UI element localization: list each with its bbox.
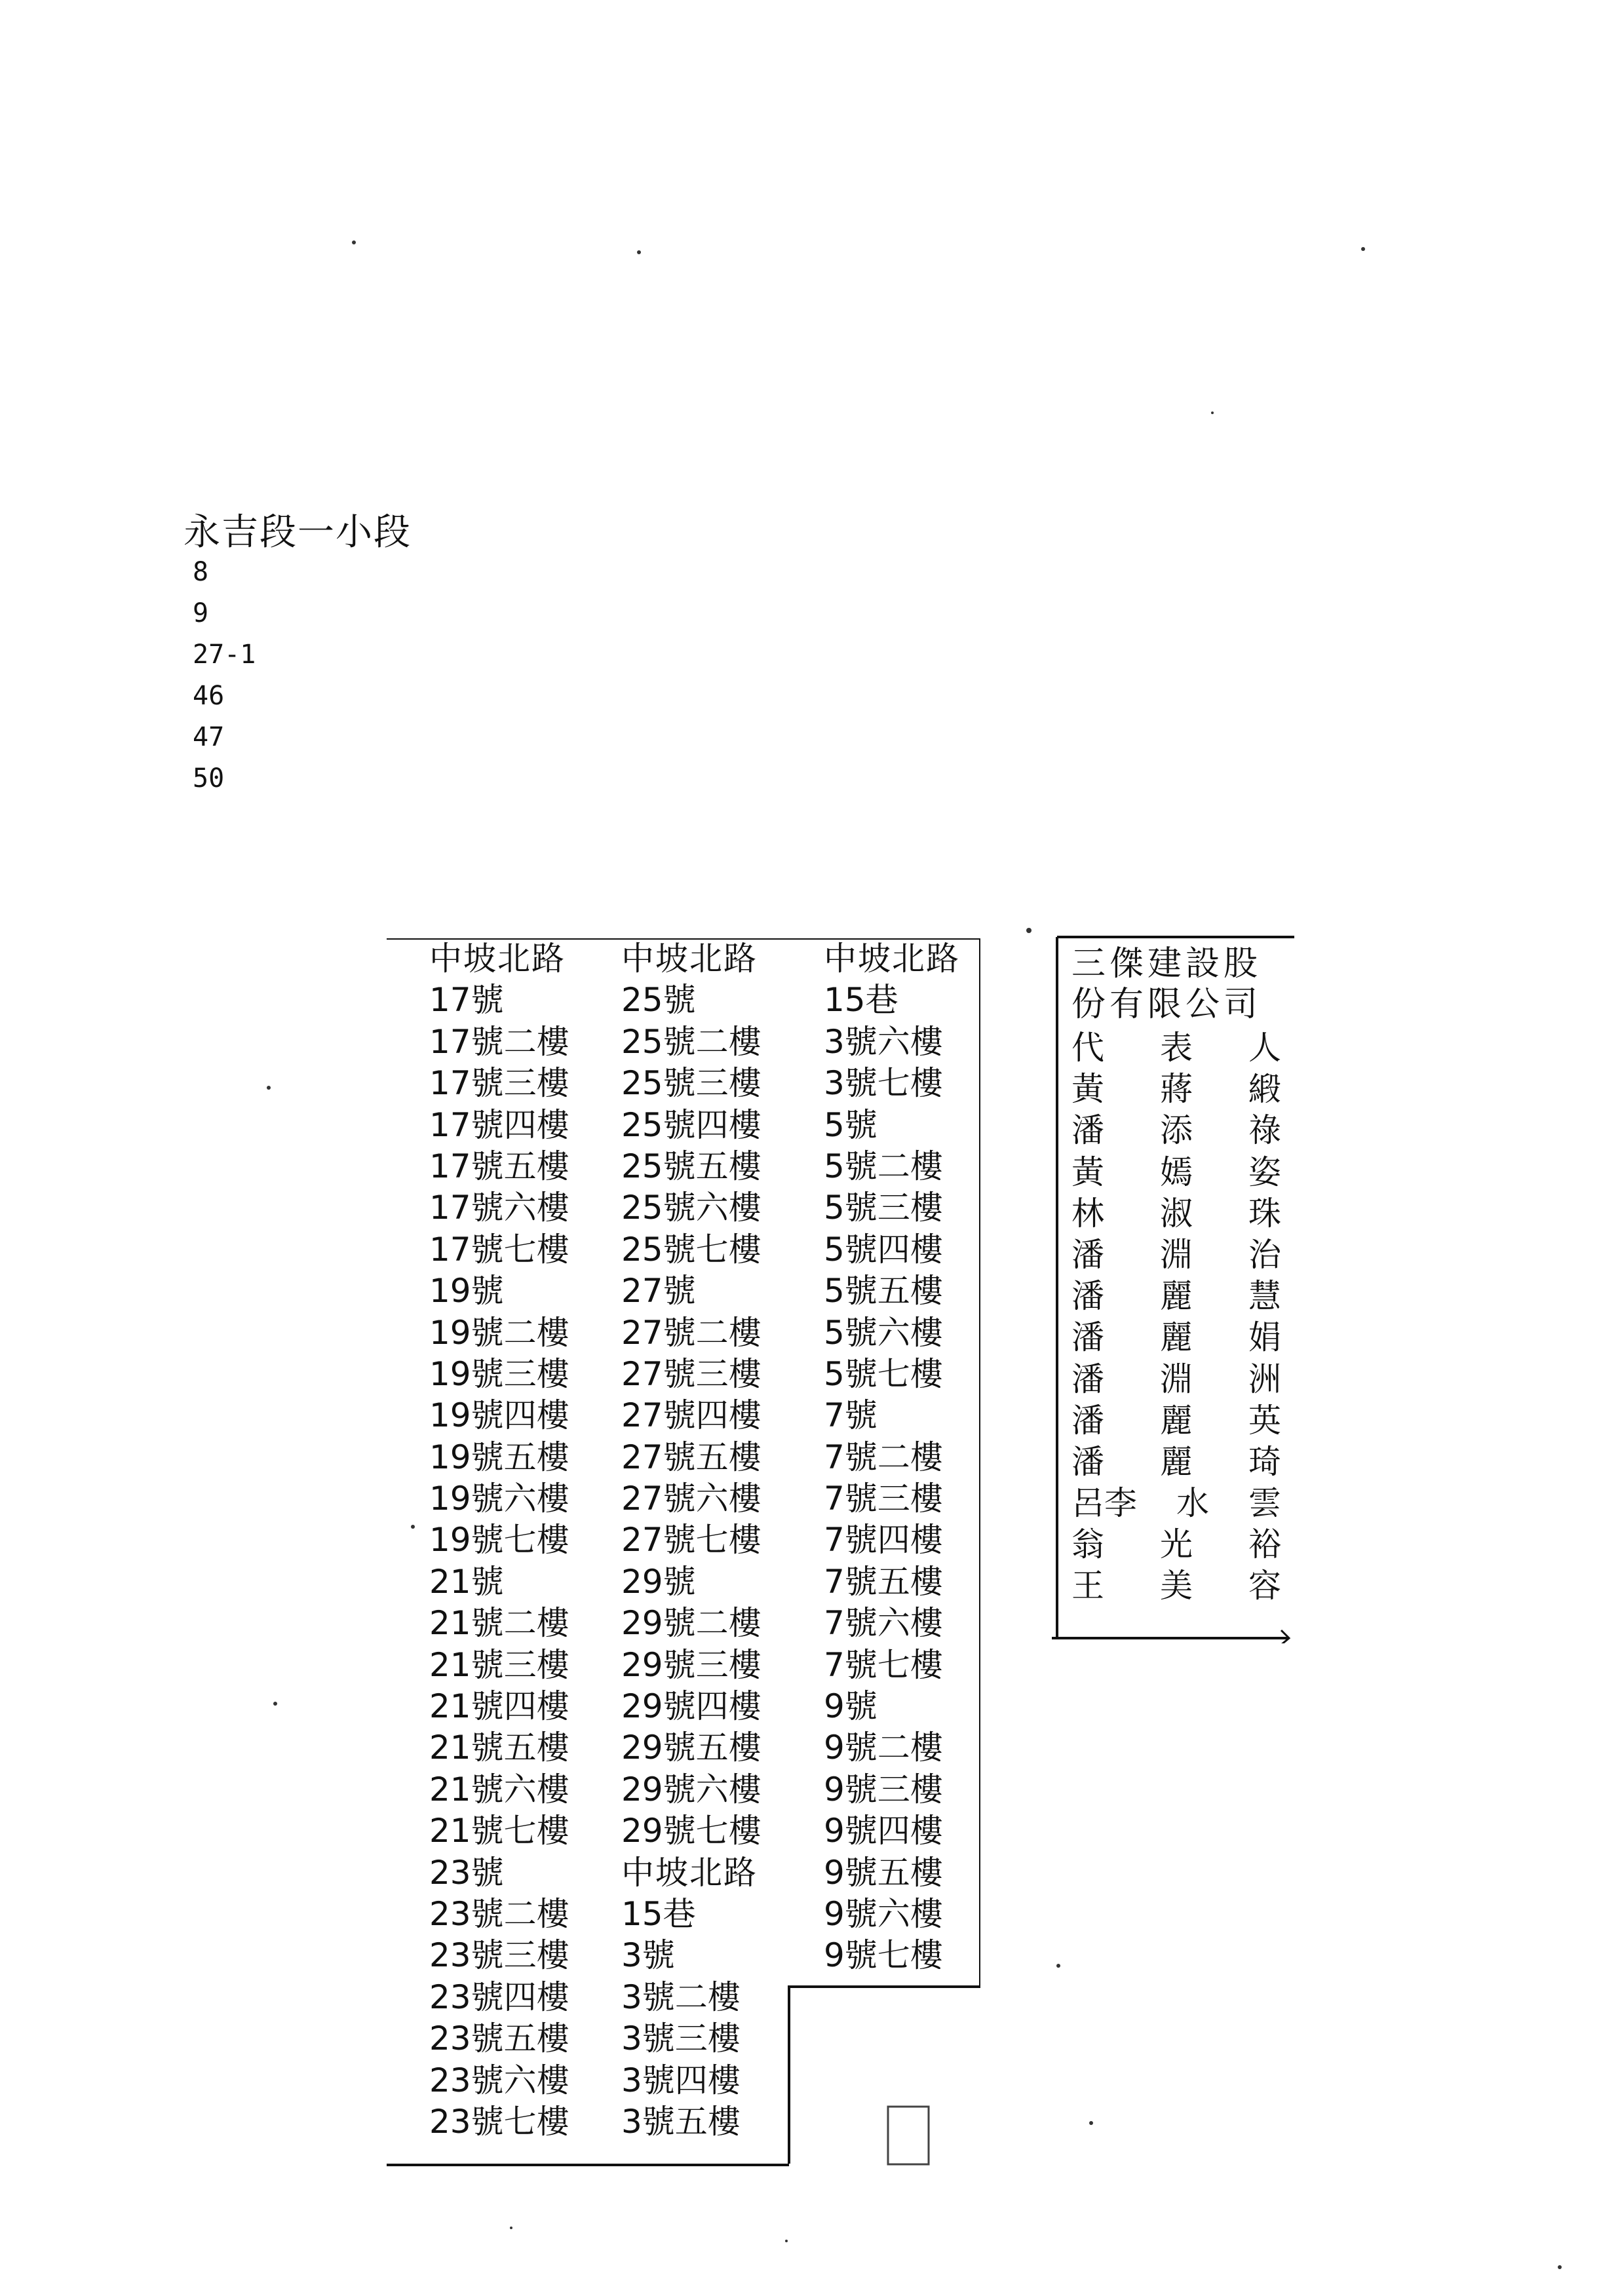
address-entry: 19號二樓: [429, 1313, 569, 1352]
address-entry: 中坡北路: [429, 940, 566, 978]
address-entry: 23號: [429, 1853, 504, 1892]
address-entry: 25號五樓: [621, 1147, 762, 1185]
address-entry: 25號二樓: [621, 1022, 762, 1061]
address-entry: 19號四樓: [429, 1396, 569, 1435]
address-entry: 27號三樓: [621, 1354, 762, 1393]
lot-number: 50: [193, 763, 225, 794]
address-entry: 21號二樓: [429, 1604, 569, 1643]
owner-name-part: 洲: [1248, 1360, 1281, 1398]
address-entry: 23號四樓: [429, 1978, 569, 2016]
owner-name-part: 珠: [1248, 1194, 1281, 1233]
address-entry: 25號三樓: [621, 1064, 762, 1103]
lot-number: 47: [193, 722, 225, 752]
address-entry: 5號三樓: [824, 1189, 943, 1227]
address-entry: 中坡北路: [621, 1853, 758, 1892]
owner-name-part: 呂李: [1071, 1484, 1137, 1523]
owner-name-part: 淑: [1160, 1194, 1193, 1233]
address-entry: 29號: [621, 1562, 696, 1601]
address-entry: 21號六樓: [429, 1770, 569, 1808]
address-entry: 25號: [621, 981, 696, 1020]
owner-name-part: 人: [1248, 1029, 1281, 1067]
owner-name-part: 淵: [1160, 1235, 1193, 1274]
owner-name-part: 美: [1160, 1567, 1193, 1605]
owner-name-part: 緞: [1248, 1070, 1281, 1109]
address-entry: 5號: [824, 1105, 878, 1144]
address-entry: 3號三樓: [621, 2019, 741, 2058]
address-entry: 17號七樓: [429, 1230, 569, 1269]
section-title: 永吉段一小段: [183, 511, 412, 554]
address-entry: 3號六樓: [824, 1022, 943, 1061]
owner-name-part: 潘: [1071, 1277, 1104, 1316]
owner-name-part: 麗: [1160, 1401, 1193, 1440]
address-entry: 5號五樓: [824, 1272, 943, 1311]
address-entry: 15巷: [621, 1894, 696, 1933]
address-entry: 7號五樓: [824, 1562, 943, 1601]
owner-name-part: 潘: [1071, 1235, 1104, 1274]
owner-name-part: 水: [1176, 1484, 1209, 1523]
address-entry: 中坡北路: [621, 940, 758, 978]
address-entry: 27號四樓: [621, 1396, 762, 1435]
address-entry: 27號: [621, 1272, 696, 1311]
owner-name-part: 黃: [1071, 1153, 1104, 1191]
owner-name-part: 潘: [1071, 1111, 1104, 1150]
owner-name-part: 添: [1160, 1111, 1193, 1150]
address-entry: 17號六樓: [429, 1189, 569, 1227]
owner-name-part: 容: [1248, 1567, 1281, 1605]
address-entry: 3號七樓: [824, 1064, 943, 1103]
address-entry: 29號五樓: [621, 1729, 762, 1767]
address-entry: 21號五樓: [429, 1729, 569, 1767]
owner-name-part: 翁: [1071, 1525, 1104, 1564]
owner-name-part: 雲: [1248, 1484, 1281, 1523]
address-entry: 5號六樓: [824, 1313, 943, 1352]
owner-name-part: 黃: [1071, 1070, 1104, 1109]
owner-name-part: 潘: [1071, 1401, 1104, 1440]
address-entry: 25號六樓: [621, 1189, 762, 1227]
owner-name-part: 麗: [1160, 1442, 1193, 1481]
address-entry: 7號二樓: [824, 1438, 943, 1476]
address-entry: 9號二樓: [824, 1729, 943, 1767]
lot-number: 46: [193, 681, 225, 711]
address-entry: 9號六樓: [824, 1894, 943, 1933]
address-entry: 27號七樓: [621, 1521, 762, 1559]
address-entry: 7號四樓: [824, 1521, 943, 1559]
address-entry: 27號五樓: [621, 1438, 762, 1476]
owner-name-part: 王: [1071, 1567, 1104, 1605]
owner-name-part: 麗: [1160, 1277, 1193, 1316]
owner-name-part: 潘: [1071, 1442, 1104, 1481]
address-entry: 3號: [621, 1936, 675, 1975]
address-entry: 5號四樓: [824, 1230, 943, 1269]
owner-name-part: 慧: [1248, 1277, 1281, 1316]
address-entry: 7號七樓: [824, 1645, 943, 1684]
owner-name-part: 英: [1248, 1401, 1281, 1440]
address-entry: 19號三樓: [429, 1354, 569, 1393]
address-entry: 9號四樓: [824, 1812, 943, 1850]
address-entry: 23號三樓: [429, 1936, 569, 1975]
owner-name-part: 光: [1160, 1525, 1193, 1564]
owner-name-part: 姿: [1248, 1153, 1281, 1191]
owner-name-part: 麗: [1160, 1318, 1193, 1357]
owner-name-part: 淵: [1160, 1360, 1193, 1398]
address-entry: 7號六樓: [824, 1604, 943, 1643]
address-entry: 19號七樓: [429, 1521, 569, 1559]
owner-name-part: 祿: [1248, 1111, 1281, 1150]
address-entry: 21號七樓: [429, 1812, 569, 1850]
address-entry: 19號: [429, 1272, 504, 1311]
address-entry: 9號七樓: [824, 1936, 943, 1975]
lot-number: 8: [193, 557, 209, 587]
address-entry: 17號五樓: [429, 1147, 569, 1185]
owner-name-part: 潘: [1071, 1360, 1104, 1398]
address-entry: 23號二樓: [429, 1894, 569, 1933]
seal-stamp-icon: [888, 2107, 929, 2164]
owner-name-part: 娟: [1248, 1318, 1281, 1357]
address-entry: 19號六樓: [429, 1480, 569, 1518]
address-entry: 27號二樓: [621, 1313, 762, 1352]
owner-company: 三傑建設股份有限公司: [1071, 944, 1262, 1024]
address-entry: 9號五樓: [824, 1853, 943, 1892]
owner-name-part: 表: [1160, 1029, 1193, 1067]
address-entry: 17號二樓: [429, 1022, 569, 1061]
address-entry: 15巷: [824, 981, 898, 1020]
address-entry: 中坡北路: [824, 940, 960, 978]
address-entry: 7號三樓: [824, 1480, 943, 1518]
address-entry: 7號: [824, 1396, 878, 1435]
address-entry: 17號: [429, 981, 504, 1020]
owner-name-part: 林: [1071, 1194, 1104, 1233]
address-entry: 21號三樓: [429, 1645, 569, 1684]
owner-name-part: 嫣: [1160, 1153, 1193, 1191]
address-entry: 9號: [824, 1687, 878, 1726]
address-entry: 19號五樓: [429, 1438, 569, 1476]
address-entry: 23號七樓: [429, 2102, 569, 2141]
address-entry: 17號三樓: [429, 1064, 569, 1103]
address-entry: 21號: [429, 1562, 504, 1601]
owner-name-part: 治: [1248, 1235, 1281, 1274]
address-entry: 3號五樓: [621, 2102, 741, 2141]
address-entry: 29號六樓: [621, 1770, 762, 1808]
address-entry: 17號四樓: [429, 1105, 569, 1144]
address-entry: 3號二樓: [621, 1978, 741, 2016]
address-entry: 29號七樓: [621, 1812, 762, 1850]
address-entry: 29號二樓: [621, 1604, 762, 1643]
address-entry: 9號三樓: [824, 1770, 943, 1808]
owner-name-part: 潘: [1071, 1318, 1104, 1357]
address-entry: 23號六樓: [429, 2061, 569, 2099]
owner-name-part: 蔣: [1160, 1070, 1193, 1109]
owner-name-part: 裕: [1248, 1525, 1281, 1564]
address-entry: 27號六樓: [621, 1480, 762, 1518]
address-entry: 5號七樓: [824, 1354, 943, 1393]
owner-name-part: 琦: [1248, 1442, 1281, 1481]
lot-number: 9: [193, 598, 209, 628]
address-entry: 29號三樓: [621, 1645, 762, 1684]
address-entry: 23號五樓: [429, 2019, 569, 2058]
address-entry: 21號四樓: [429, 1687, 569, 1726]
owner-name-part: 代: [1071, 1029, 1104, 1067]
lot-number: 27-1: [193, 640, 256, 670]
address-entry: 29號四樓: [621, 1687, 762, 1726]
address-entry: 25號七樓: [621, 1230, 762, 1269]
address-entry: 25號四樓: [621, 1105, 762, 1144]
address-entry: 5號二樓: [824, 1147, 943, 1185]
address-entry: 3號四樓: [621, 2061, 741, 2099]
